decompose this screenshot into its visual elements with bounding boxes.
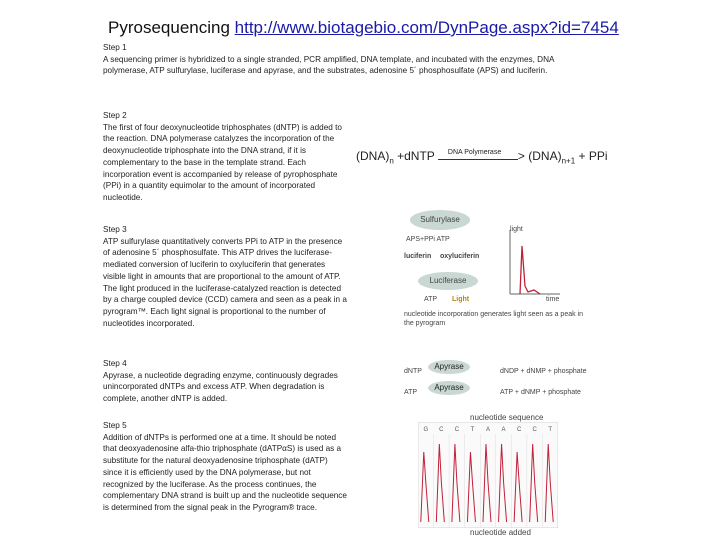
step-5 bbox=[103, 420, 349, 514]
title-prefix: Pyrosequencing bbox=[108, 18, 235, 37]
apyrase-enzyme-2: Apyrase bbox=[428, 381, 470, 395]
apyrase-enzyme-1: Apyrase bbox=[428, 360, 470, 374]
sequence-pyrogram bbox=[418, 422, 558, 528]
base-label: C bbox=[516, 427, 522, 433]
light-peak bbox=[520, 246, 540, 294]
base-label: C bbox=[454, 427, 460, 433]
step-heading: Step 1 bbox=[103, 43, 127, 52]
step-body: A sequencing primer is hybridized to a single stranded, PCR amplified, DNA template, and incubated with the enzymes, DNA polymerase, ATP sulfurylase, luciferase and apyrase, and the substrates, adenosine 5´ phosphosulfate (APS) and luciferin. bbox=[103, 54, 554, 76]
sequence-top-label: nucleotide sequence bbox=[470, 413, 544, 422]
step-heading: Step 3 bbox=[103, 225, 127, 234]
step-body: The first of four deoxynucleotide triphosphates (dNTP) is added to the reaction. DNA polymerase catalyzes the incorporation of the deoxynucleotide triphosphate into the DNA strand, if it is complementary to the base in the template strand. Each incorporation event is accompanied by release of pyrophosphate (PPi) in a quantity equimolar to the amount of incorporated nucleotide. bbox=[103, 122, 342, 202]
step-heading: Step 4 bbox=[103, 359, 127, 368]
base-label: C bbox=[439, 427, 444, 433]
axis-y-label: light bbox=[510, 226, 523, 233]
light-label: Light bbox=[452, 296, 470, 303]
title-link[interactable]: http://www.biotagebio.com/DynPage.aspx?id=7454 bbox=[234, 18, 619, 37]
sulfurylase-enzyme: Sulfurylase bbox=[410, 210, 470, 230]
apyrase-row1-left: dNTP bbox=[404, 368, 422, 375]
step-4 bbox=[103, 358, 349, 405]
atp-label: ATP bbox=[424, 296, 438, 303]
base-label: T bbox=[548, 427, 553, 433]
base-label: A bbox=[485, 427, 491, 433]
light-pyrogram bbox=[506, 226, 562, 298]
oxyluciferin-label: oxyluciferin bbox=[440, 253, 480, 260]
aps-ppi-atp-label: APS+PPi ATP bbox=[406, 236, 450, 243]
step-2 bbox=[103, 110, 349, 204]
step-heading: Step 5 bbox=[103, 421, 127, 430]
apyrase-row1-right: dNDP + dNMP + phosphate bbox=[500, 368, 587, 375]
apyrase-row2-left: ATP bbox=[404, 389, 418, 396]
luciferin-label: luciferin bbox=[404, 253, 432, 260]
step-body: ATP sulfurylase quantitatively converts PPi to ATP in the presence of adenosine 5´ phosphosulfate. This ATP drives the luciferase-mediated conversion of luciferin to oxyluciferin that generates visible light in amounts that are proportional to the amount of ATP. The light produced in the luciferase-catalyzed reaction is detected by a charge coupled device (CCD) camera and seen as a peak in a pyrogram™. Each light signal is proportional to the number of nucleotides incorporated. bbox=[103, 236, 347, 328]
page-title bbox=[108, 18, 619, 38]
step-3 bbox=[103, 224, 349, 329]
apyrase-row2-right: ATP + dNMP + phosphate bbox=[500, 389, 581, 396]
fig3-caption: nucleotide incorporation generates light seen as a peak in the pyrogram bbox=[404, 311, 584, 327]
axis-x-label: time bbox=[546, 296, 560, 303]
step-1 bbox=[103, 42, 598, 77]
step-body: Apyrase, a nucleotide degrading enzyme, continuously degrades unincorporated dNTPs and excess ATP. When degradation is complete, another dNTP is added. bbox=[103, 370, 338, 404]
sequence-bottom-label: nucleotide added bbox=[470, 528, 531, 537]
step-heading: Step 2 bbox=[103, 111, 127, 120]
reaction-arrow: DNA Polymerase bbox=[438, 153, 518, 160]
base-label: T bbox=[470, 427, 475, 433]
luciferase-enzyme: Luciferase bbox=[418, 272, 478, 290]
polymerase-equation: $(DNA)_n$ +dNTP DNA Polymerase > $(DNA)_{n+1}$ + PPi bbox=[356, 149, 608, 166]
step-body: Addition of dNTPs is performed one at a time. It should be noted that deoxyadenosine alfa-thio triphosphate (dATPαS) is used as a substitute for the natural deoxyadenosine triphosphate (dATP) since it is efficiently used by the DNA polymerase, but not recognized by the luciferase. As the process continues, the complementary DNA strand is built up and the nucleotide sequence is determined from the signal peak in the Pyrogram® trace. bbox=[103, 432, 347, 512]
base-label: C bbox=[532, 427, 537, 433]
base-label: A bbox=[501, 427, 506, 433]
base-label: G bbox=[423, 427, 429, 433]
